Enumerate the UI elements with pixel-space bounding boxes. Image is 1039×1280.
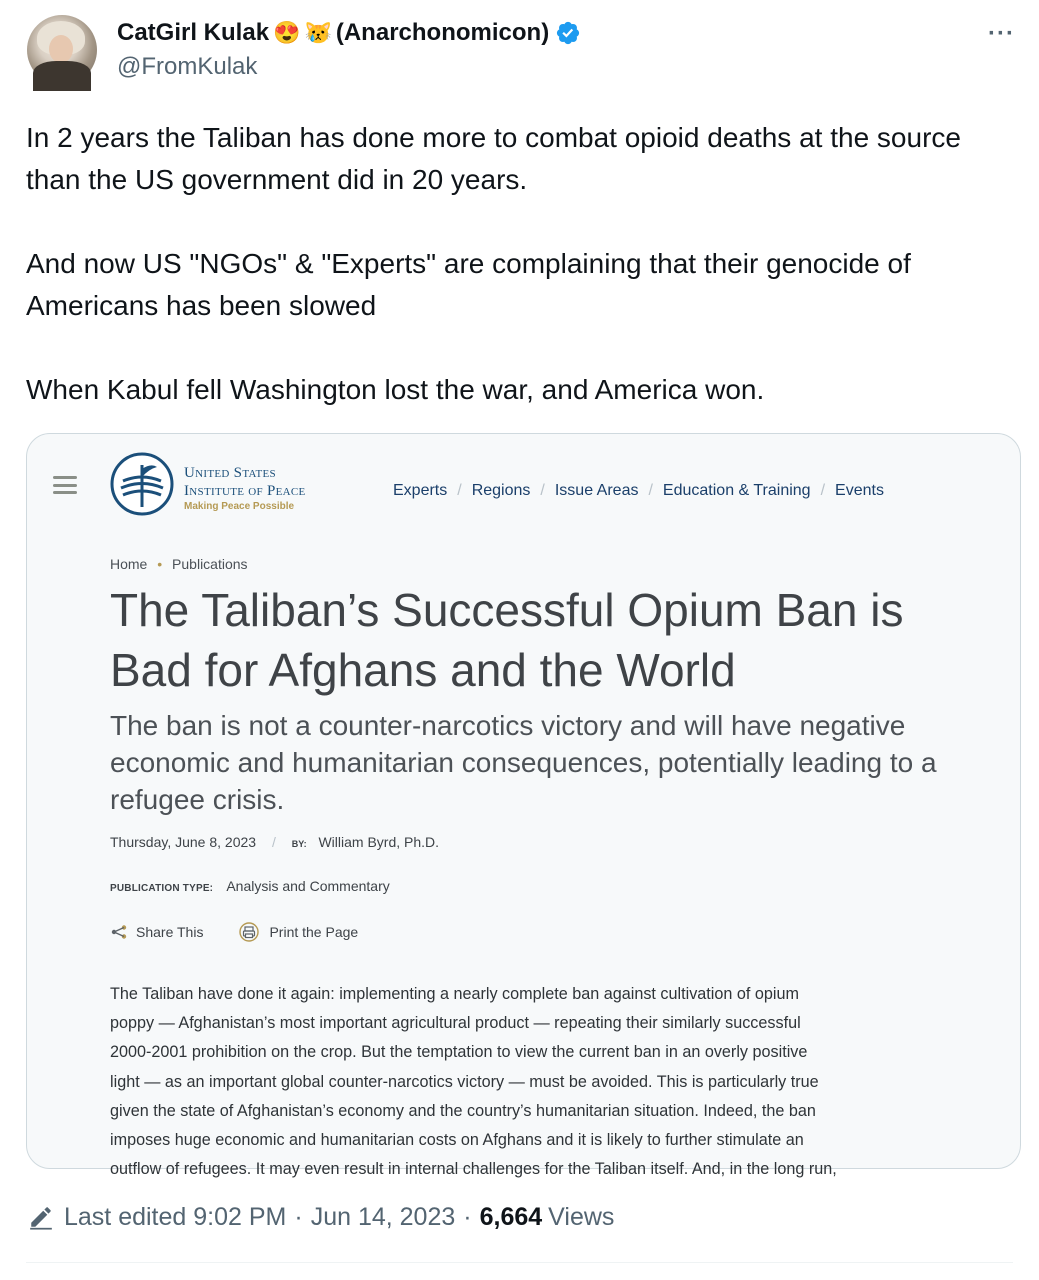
hamburger-menu-icon [53,476,77,494]
body-line: The Taliban have done it again: implementing a nearly complete ban against cultivation of opium [110,985,799,1003]
breadcrumb: Home • Publications [110,556,248,572]
author-avatar[interactable] [27,15,97,85]
pencil-edit-icon [28,1204,54,1230]
heart-eyes-cat-emoji: 😍 [273,20,301,45]
last-edited-link[interactable]: Last edited 9:02 PM [64,1202,287,1231]
views-label: Views [548,1202,615,1231]
publication-type [110,878,390,894]
print-label: Print the Page [269,924,359,940]
publication-type-label: PUBLICATION TYPE: [110,883,214,894]
share-icon [110,925,128,939]
tweet-paragraph: When Kabul fell Washington lost the war, and America won. [26,374,765,405]
author-display-name[interactable]: CatGirl Kulak [117,19,270,46]
site-nav: Experts / Regions / Issue Areas / Education & Training / Events [393,482,884,499]
body-line: 2000-2001 prohibition on the crop. But the temptation to view the current ban in an overly positive [110,1043,808,1062]
body-line: poppy — Afghanistan’s most important agricultural product — repeating their similarly successful [110,1014,801,1033]
print-icon [239,922,259,942]
nav-events: Events [835,482,884,499]
author-handle[interactable]: @FromKulak [117,53,258,80]
nav-education-training: Education & Training [662,482,811,499]
publication-type-value: Analysis and Commentary [226,878,390,894]
body-line: light — as an important global counter-narcotics victory — must be avoided. This is particularly true [110,1072,819,1091]
breadcrumb-publications: Publications [172,556,248,572]
tweet-paragraph: And now US "NGOs" & "Experts" are complaining that their genocide of Americans has been slowed [26,248,911,321]
article-author: William Byrd, Ph.D. [318,834,440,850]
views-count: 6,664 [479,1202,543,1231]
article-subtitle: The ban is not a counter-narcotics victory and will have negative economic and humanitarian consequences, potentially leading to a refugee crisis. [110,710,937,815]
tweet-paragraph: In 2 years the Taliban has done more to combat opioid deaths at the source than the US government did in 20 years. [26,122,961,195]
logo-line-2: Institute of Peace [184,483,306,499]
body-line: given the state of Afghanistan’s economy and the country’s humanitarian situation. Indeed, the ban [110,1101,816,1120]
by-label: BY: [291,839,307,849]
crying-cat-emoji: 😿 [304,20,332,45]
logo-tagline: Making Peace Possible [184,501,295,512]
attached-image[interactable] [26,433,1021,1179]
author-name-row[interactable] [117,16,581,50]
nav-experts: Experts [393,482,448,499]
tweet-footer: Last edited 9:02 PM · Jun 14, 2023 · 6,664 Views [28,1199,614,1235]
author-name-suffix[interactable]: (Anarchonomicon) [335,19,550,46]
verified-badge-icon [555,20,581,46]
nav-issue-areas: Issue Areas [554,482,639,499]
usip-dove-logo-icon [109,451,175,517]
article-date: Thursday, June 8, 2023 [110,834,257,850]
share-label: Share This [136,924,204,940]
more-options-icon[interactable]: ··· [988,20,1015,47]
tweet-text [26,117,1016,411]
nav-regions: Regions [471,482,531,499]
article-body [110,980,980,1184]
body-line: imposes huge economic and humanitarian costs on Afghans and it is likely to further stimulate an [110,1131,804,1150]
divider [26,1262,1013,1263]
article-meta: Thursday, June 8, 2023 / BY: William Byrd, Ph.D. [110,834,440,850]
breadcrumb-home: Home [110,556,148,572]
logo-line-1: United States [184,465,276,481]
body-line: outflow of refugees. It may even result in internal challenges for the Taliban itself. And, in the long run, [110,1160,837,1179]
article-title: The Taliban’s Successful Opium Ban is Bad for Afghans and the World [110,584,904,696]
tweet-date[interactable]: Jun 14, 2023 [310,1202,456,1231]
usip-logo-text [184,464,306,512]
article-actions [110,922,358,942]
